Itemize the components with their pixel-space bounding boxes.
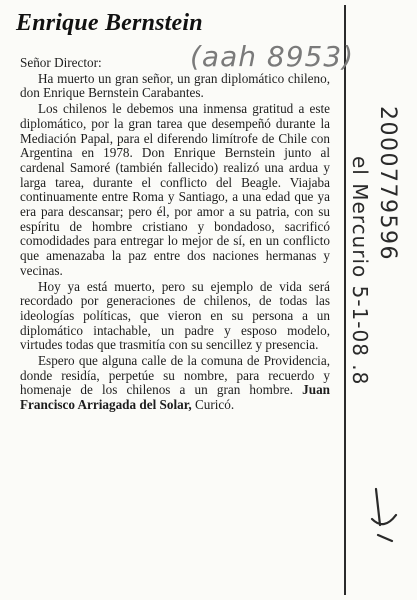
article-title: Enrique Bernstein <box>16 10 203 36</box>
signature-city: Curicó. <box>194 397 235 413</box>
signature-name: Juan Francisco Arriagada del Solar, <box>20 382 331 413</box>
closing-paragraph <box>20 354 330 413</box>
closing-text: Espero que alguna calle de la comuna de Providencia, donde residía, perpetúe su nombre, para recuerdo y homenaje de los chilenos a un gran hombre. <box>20 353 330 398</box>
handwritten-mark <box>370 485 400 545</box>
paragraph-2: Los chilenos le debemos una inmensa gratitud a este diplomático, por la gran tarea que desempeñó durante la Mediación Papal, para el diferendo limítrofe de Chile con Argentina en 1978. Don Enrique Bernstein junto al cardenal Samoré (también fallecido) realizó una ardua y larga tarea, durante el conflicto del Beagle. Viajaba continuamente entre Roma y Santiago, a una edad que ya era para descansar; pero él, por amor a su patria, con su espíritu de hombre cristiano y bondadoso, sacrificó comodidades para entregar lo mejor de sí, en un conflicto que amenazaba la paz entre dos naciones hermanas y vecinas. <box>20 101 330 278</box>
paragraph-3: Hoy ya está muerto, pero su ejemplo de vida será recordado por generaciones de chilenos, de todas las ideologías políticas, que vieron en su persona a un diplomático intachable, un padre y esposo modelo, virtudes todas que trasmitía con su sencillez y presencia. <box>20 278 330 353</box>
catalog-code-text: (aah 8953) <box>190 40 355 73</box>
vertical-date-note: el Mercurio 5-1-08 .8 <box>348 156 372 386</box>
paragraph-1: Ha muerto un gran señor, un gran diplomático chileno, don Enrique Bernstein Carabantes. <box>20 70 330 101</box>
vertical-code: 2000779596 <box>375 106 400 261</box>
letter-body <box>20 56 330 413</box>
salutation: Señor Director: <box>20 55 102 70</box>
